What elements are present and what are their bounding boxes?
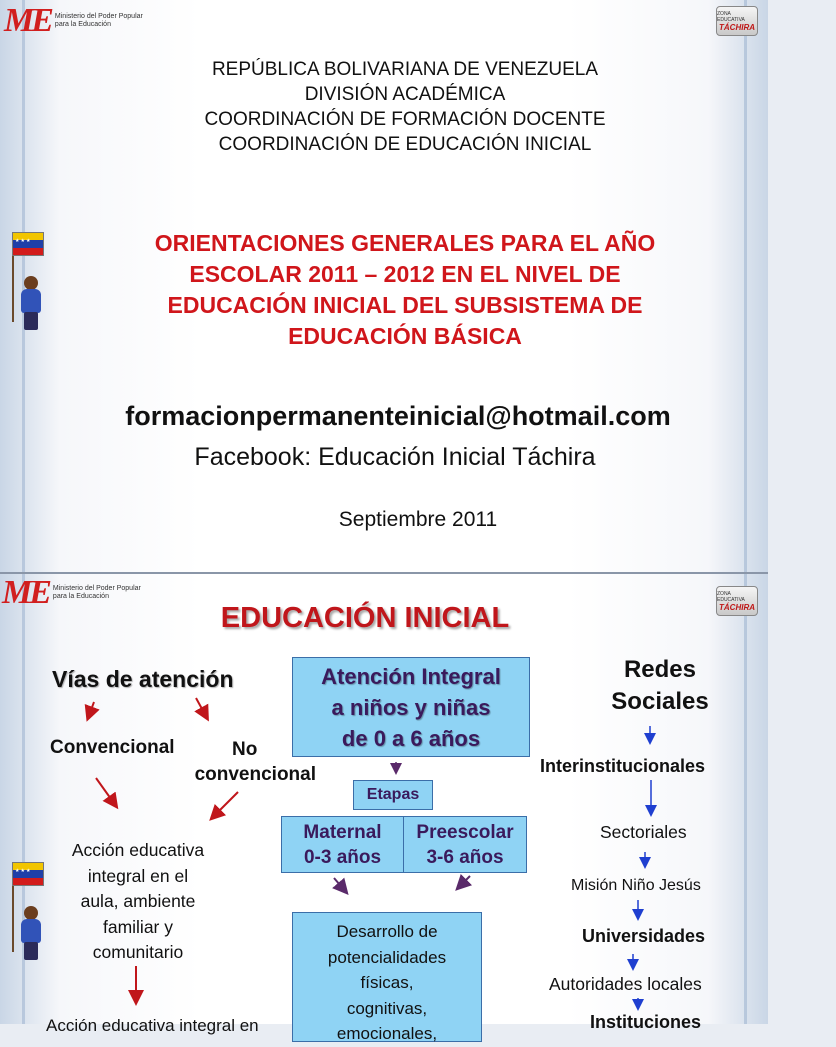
convencional-label: Convencional xyxy=(50,737,175,758)
zona-logo-line1: ZONA EDUCATIVA xyxy=(717,10,745,23)
arrow-vias-to-noconvencional xyxy=(196,698,207,718)
slide-2 xyxy=(0,574,768,1043)
desarrollo-line: físicas, xyxy=(360,973,414,992)
universidades-label: Universidades xyxy=(582,926,706,946)
document-title xyxy=(125,228,685,352)
accion-line: familiar y xyxy=(102,916,173,937)
desarrollo-line: cognitivas, xyxy=(346,998,428,1018)
accion-line: Acción educativa xyxy=(71,840,205,860)
accion-line: aula, ambiente xyxy=(80,891,196,911)
preescolar-range: 3-6 años xyxy=(426,846,504,868)
maternal-range: 0-3 años xyxy=(303,846,382,868)
instituciones-label: Instituciones xyxy=(590,1012,702,1032)
no-convencional-line1: No xyxy=(232,739,258,760)
sectoriales-label: Sectoriales xyxy=(600,822,687,842)
title-line: ESCOLAR 2011 – 2012 EN EL NIVEL DE xyxy=(189,261,621,287)
ministry-logo-line1: Ministerio del Poder Popular xyxy=(54,12,143,20)
accion-line: integral en el xyxy=(87,865,189,886)
zona-logo-line1: ZONA EDUCATIVA xyxy=(717,590,745,603)
ministry-logo-mark: ME xyxy=(2,574,49,611)
document-date: Septiembre 2011 xyxy=(338,508,498,531)
arrow-preescolar-to-desarrollo xyxy=(458,876,470,888)
no-convencional-line2: convencional xyxy=(194,764,316,785)
title-line: ORIENTACIONES GENERALES PARA EL AÑO xyxy=(154,230,656,256)
zona-logo-line2: TÁCHIRA xyxy=(719,22,755,32)
interinstitucionales-label: Interinstitucionales xyxy=(540,756,706,776)
ministry-logo-line2: para la Educación xyxy=(54,21,111,28)
title-line: EDUCACIÓN BÁSICA xyxy=(288,323,522,349)
desarrollo-line: potencialidades xyxy=(327,947,447,967)
header-line: COORDINACIÓN DE FORMACIÓN DOCENTE xyxy=(204,109,606,130)
arrow-maternal-to-desarrollo xyxy=(334,878,346,892)
vias-de-atencion-heading: Vías de atención xyxy=(52,666,234,692)
autoridades-locales-label: Autoridades locales xyxy=(549,974,702,994)
zona-educativa-logo xyxy=(716,6,758,36)
title-line: EDUCACIÓN INICIAL DEL SUBSISTEMA DE xyxy=(167,292,643,318)
atencion-line: Atención Integral xyxy=(321,663,501,689)
institution-header xyxy=(0,57,810,157)
zona-logo-line2: TÁCHIRA xyxy=(719,602,755,612)
child-mascot-icon xyxy=(16,276,46,332)
ministry-logo-line2: para la Educación xyxy=(52,593,109,600)
desarrollo-line: emocionales, xyxy=(336,1024,438,1043)
arrow-vias-to-convencional xyxy=(88,702,94,718)
redes-line: Sociales xyxy=(611,688,709,715)
ministry-logo-line1: Ministerio del Poder Popular xyxy=(52,584,141,592)
venezuela-flag-icon xyxy=(12,232,44,256)
accion-line: comunitario xyxy=(92,942,184,962)
slide-title: EDUCACIÓN INICIAL xyxy=(220,602,510,634)
header-line: REPÚBLICA BOLIVARIANA DE VENEZUELA xyxy=(211,59,599,80)
arrow-convencional-to-accion xyxy=(96,778,116,806)
ministry-logo-mark: ME xyxy=(4,2,51,39)
atencion-line: de 0 a 6 años xyxy=(341,725,481,751)
accion-educativa-cutoff-text: Acción educativa integral en xyxy=(46,1016,259,1035)
diagram-arrows xyxy=(0,574,768,1024)
contact-email: formacionpermanenteinicial@hotmail.com xyxy=(125,401,671,431)
ministry-logo xyxy=(4,4,143,38)
facebook-contact: Facebook: Educación Inicial Táchira xyxy=(194,443,596,471)
atencion-line: a niños y niñas xyxy=(331,694,491,720)
arrow-noconvencional-to-accion xyxy=(212,792,238,818)
redes-line: Redes xyxy=(623,656,697,683)
maternal-label: Maternal xyxy=(303,821,382,843)
header-line: DIVISIÓN ACADÉMICA xyxy=(304,84,506,105)
mision-nino-jesus-label: Misión Niño Jesús xyxy=(571,877,701,894)
etapas-box: Etapas xyxy=(353,780,433,810)
preescolar-label: Preescolar xyxy=(416,821,514,843)
desarrollo-line: Desarrollo de xyxy=(336,922,438,941)
header-line: COORDINACIÓN DE EDUCACIÓN INICIAL xyxy=(218,134,592,155)
ministry-logo-text xyxy=(55,13,143,29)
